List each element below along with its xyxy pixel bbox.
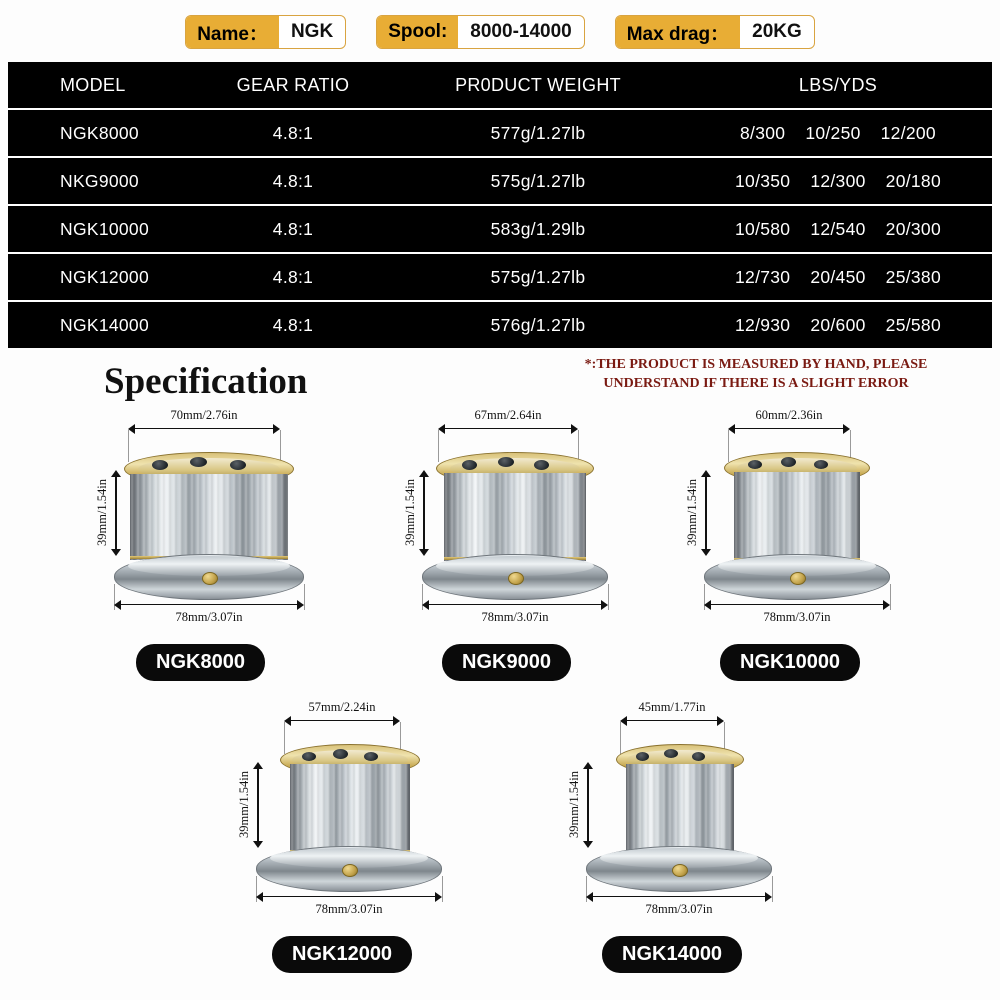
cell-model: NGK8000	[60, 122, 139, 143]
dimension-top-ngk8000	[128, 408, 280, 433]
guide-line	[608, 584, 609, 610]
badge-name	[185, 15, 346, 49]
badge-spool-key: Spool:	[377, 16, 458, 48]
cell-lbs-yds-3: 20/180	[885, 170, 941, 191]
arrow-horizontal-icon	[284, 716, 400, 725]
spec-table	[8, 62, 992, 348]
cell-lbs-yds-2: 10/250	[805, 122, 861, 143]
model-label-ngk8000: NGK8000	[136, 644, 265, 681]
arrow-horizontal-icon	[704, 600, 890, 609]
cell-weight: 575g/1.27lb	[490, 170, 586, 191]
cell-weight: 577g/1.27lb	[490, 122, 586, 143]
dimension-base-ngk8000	[114, 600, 304, 625]
dimension-top-label: 67mm/2.64in	[474, 408, 542, 422]
dimension-top-ngk10000	[728, 408, 850, 433]
dimension-top-ngk14000	[620, 700, 724, 725]
guide-line	[442, 876, 443, 902]
cell-lbs-yds	[688, 219, 988, 240]
arrow-horizontal-icon	[128, 424, 280, 433]
dimension-top-ngk9000	[438, 408, 578, 433]
cell-lbs-yds	[688, 123, 988, 144]
spool-image-ngk14000	[586, 744, 772, 894]
cell-model: NKG9000	[60, 170, 139, 191]
dimension-base-ngk14000	[586, 892, 772, 917]
spool-diagram-ngk10000	[680, 408, 900, 688]
dimension-height-label: 39mm/1.54in	[403, 479, 417, 547]
cell-gear-ratio: 4.8:1	[272, 314, 314, 335]
dimension-top-label: 70mm/2.76in	[170, 408, 238, 422]
measurement-note: *:THE PRODUCT IS MEASURED BY HAND, PLEASE UNDERSTAND IF THERE IS A SLIGHT ERROR	[584, 357, 928, 391]
column-header-model: MODEL	[60, 74, 126, 95]
dimension-base-label: 78mm/3.07in	[175, 610, 243, 624]
dimension-base-label: 78mm/3.07in	[763, 610, 831, 624]
dimension-base-label: 78mm/3.07in	[645, 902, 713, 916]
table-row	[8, 252, 992, 300]
table-header-row	[8, 62, 992, 108]
cell-gear-ratio: 4.8:1	[272, 218, 314, 239]
cell-model: NGK12000	[60, 266, 149, 287]
spool-diagram-ngk14000	[562, 700, 782, 980]
dimension-height-label: 39mm/1.54in	[567, 771, 581, 839]
dimension-height-label: 39mm/1.54in	[95, 479, 109, 547]
cell-lbs-yds-2: 20/600	[810, 314, 866, 335]
cell-gear-ratio: 4.8:1	[272, 266, 314, 287]
cell-lbs-yds	[688, 171, 988, 192]
cell-lbs-yds-1: 10/350	[735, 170, 791, 191]
cell-lbs-yds-2: 12/540	[810, 218, 866, 239]
dimension-top-label: 57mm/2.24in	[308, 700, 376, 714]
dimension-base-label: 78mm/3.07in	[315, 902, 383, 916]
arrow-horizontal-icon	[586, 892, 772, 901]
dimension-top-label: 45mm/1.77in	[638, 700, 706, 714]
cell-lbs-yds-2: 20/450	[810, 266, 866, 287]
arrow-horizontal-icon	[438, 424, 578, 433]
cell-lbs-yds-1: 10/580	[735, 218, 791, 239]
dimension-top-label: 60mm/2.36in	[755, 408, 823, 422]
column-header-gear-ratio: GEAR RATIO	[236, 74, 350, 95]
cell-lbs-yds-1: 12/730	[735, 266, 791, 287]
badge-name-value: NGK	[290, 21, 334, 42]
arrow-horizontal-icon	[422, 600, 608, 609]
column-header-weight: PR0DUCT WEIGHT	[455, 74, 621, 95]
cell-model: NGK10000	[60, 218, 149, 239]
column-header-lbs-yds: LBS/YDS	[798, 74, 878, 95]
guide-line	[890, 584, 891, 610]
model-label-ngk14000: NGK14000	[602, 936, 742, 973]
cell-lbs-yds-1: 8/300	[740, 122, 786, 143]
guide-line	[772, 876, 773, 902]
cell-model: NGK14000	[60, 314, 149, 335]
badge-max-drag-key: Max drag：	[616, 16, 740, 48]
table-row	[8, 108, 992, 156]
dimension-base-label: 78mm/3.07in	[481, 610, 549, 624]
badge-name-key: Name：	[186, 16, 279, 48]
header-badges	[0, 8, 1000, 56]
spool-image-ngk10000	[704, 452, 890, 602]
dimension-base-ngk12000	[256, 892, 442, 917]
table-row	[8, 300, 992, 348]
badge-max-drag	[615, 15, 815, 49]
model-label-ngk12000: NGK12000	[272, 936, 412, 973]
cell-weight: 576g/1.27lb	[490, 314, 586, 335]
cell-lbs-yds-3: 25/580	[885, 314, 941, 335]
spool-diagram-ngk9000	[400, 408, 620, 688]
cell-lbs-yds	[688, 315, 988, 336]
cell-weight: 583g/1.29lb	[490, 218, 586, 239]
cell-lbs-yds-3: 25/380	[885, 266, 941, 287]
arrow-horizontal-icon	[620, 716, 724, 725]
spool-image-ngk9000	[422, 452, 608, 602]
dimension-base-ngk10000	[704, 600, 890, 625]
cell-lbs-yds	[688, 267, 988, 288]
spool-image-ngk12000	[256, 744, 442, 894]
cell-lbs-yds-2: 12/300	[810, 170, 866, 191]
dimension-height-label: 39mm/1.54in	[237, 771, 251, 839]
arrow-horizontal-icon	[728, 424, 850, 433]
dimension-top-ngk12000	[284, 700, 400, 725]
badge-max-drag-value: 20KG	[752, 21, 802, 42]
specification-title: Specification	[104, 361, 308, 402]
table-row	[8, 204, 992, 252]
cell-gear-ratio: 4.8:1	[272, 122, 314, 143]
model-label-ngk10000: NGK10000	[720, 644, 860, 681]
badge-spool	[376, 15, 585, 49]
spool-image-ngk8000	[114, 452, 304, 602]
model-label-ngk9000: NGK9000	[442, 644, 571, 681]
cell-lbs-yds-3: 20/300	[885, 218, 941, 239]
arrow-horizontal-icon	[256, 892, 442, 901]
guide-line	[304, 584, 305, 610]
badge-spool-value: 8000-14000	[470, 21, 572, 42]
spool-diagram-ngk8000	[96, 408, 316, 688]
cell-gear-ratio: 4.8:1	[272, 170, 314, 191]
arrow-horizontal-icon	[114, 600, 304, 609]
dimension-height-label: 39mm/1.54in	[685, 479, 699, 547]
cell-weight: 575g/1.27lb	[490, 266, 586, 287]
table-row	[8, 156, 992, 204]
cell-lbs-yds-3: 12/200	[880, 122, 936, 143]
cell-lbs-yds-1: 12/930	[735, 314, 791, 335]
dimension-base-ngk9000	[422, 600, 608, 625]
spool-diagram-ngk12000	[232, 700, 452, 980]
